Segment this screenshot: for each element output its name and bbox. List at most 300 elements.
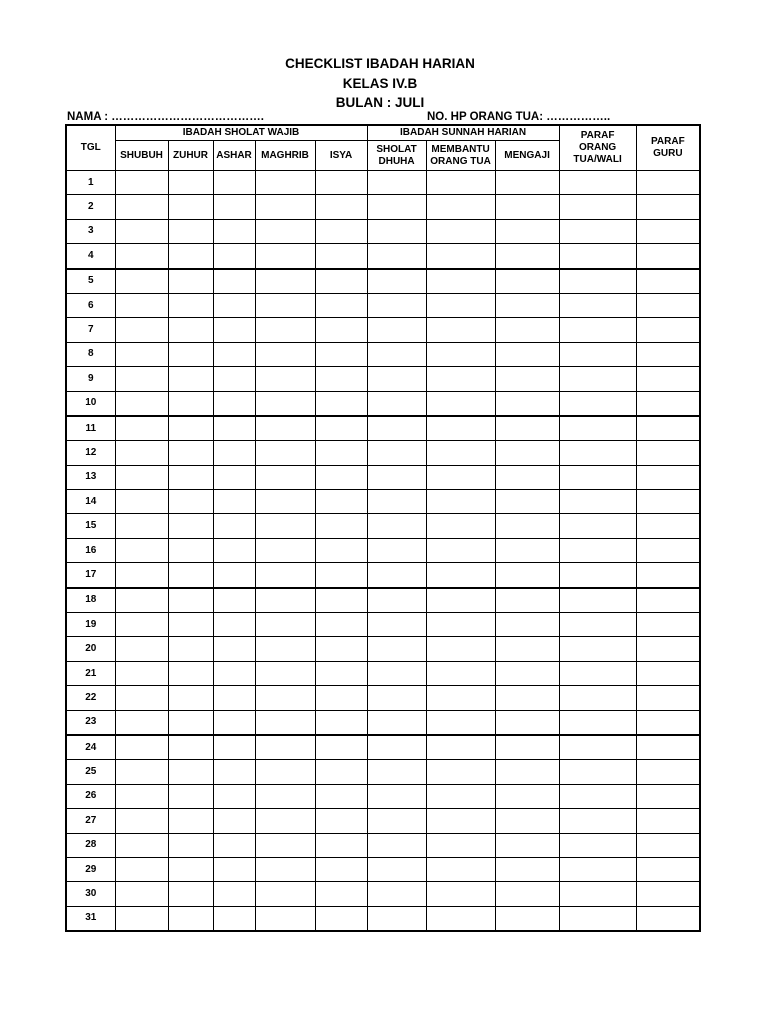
check-cell[interactable] <box>255 490 315 514</box>
check-cell[interactable] <box>315 563 367 588</box>
check-cell[interactable] <box>367 171 426 195</box>
check-cell[interactable] <box>115 342 168 366</box>
check-cell[interactable] <box>168 857 213 881</box>
check-cell[interactable] <box>426 760 495 784</box>
check-cell[interactable] <box>367 906 426 931</box>
check-cell[interactable] <box>168 441 213 465</box>
check-cell[interactable] <box>636 465 700 489</box>
check-cell[interactable] <box>315 171 367 195</box>
check-cell[interactable] <box>636 171 700 195</box>
check-cell[interactable] <box>213 269 255 294</box>
check-cell[interactable] <box>213 195 255 219</box>
check-cell[interactable] <box>115 661 168 685</box>
check-cell[interactable] <box>315 269 367 294</box>
check-cell[interactable] <box>168 269 213 294</box>
check-cell[interactable] <box>213 219 255 243</box>
check-cell[interactable] <box>367 269 426 294</box>
check-cell[interactable] <box>426 465 495 489</box>
check-cell[interactable] <box>559 538 636 562</box>
check-cell[interactable] <box>168 882 213 906</box>
check-cell[interactable] <box>168 465 213 489</box>
check-cell[interactable] <box>495 710 559 735</box>
check-cell[interactable] <box>367 293 426 317</box>
check-cell[interactable] <box>168 514 213 538</box>
check-cell[interactable] <box>115 514 168 538</box>
check-cell[interactable] <box>495 514 559 538</box>
check-cell[interactable] <box>168 391 213 416</box>
check-cell[interactable] <box>636 710 700 735</box>
check-cell[interactable] <box>636 367 700 391</box>
check-cell[interactable] <box>495 342 559 366</box>
check-cell[interactable] <box>559 367 636 391</box>
check-cell[interactable] <box>636 342 700 366</box>
check-cell[interactable] <box>213 857 255 881</box>
check-cell[interactable] <box>367 538 426 562</box>
check-cell[interactable] <box>426 391 495 416</box>
check-cell[interactable] <box>115 538 168 562</box>
check-cell[interactable] <box>115 269 168 294</box>
check-cell[interactable] <box>168 563 213 588</box>
check-cell[interactable] <box>115 293 168 317</box>
check-cell[interactable] <box>367 613 426 637</box>
check-cell[interactable] <box>115 391 168 416</box>
check-cell[interactable] <box>315 441 367 465</box>
check-cell[interactable] <box>559 171 636 195</box>
check-cell[interactable] <box>367 686 426 710</box>
check-cell[interactable] <box>213 293 255 317</box>
check-cell[interactable] <box>168 416 213 441</box>
check-cell[interactable] <box>495 735 559 760</box>
check-cell[interactable] <box>213 514 255 538</box>
check-cell[interactable] <box>115 637 168 661</box>
check-cell[interactable] <box>255 760 315 784</box>
check-cell[interactable] <box>255 514 315 538</box>
check-cell[interactable] <box>559 588 636 613</box>
check-cell[interactable] <box>115 416 168 441</box>
check-cell[interactable] <box>367 514 426 538</box>
check-cell[interactable] <box>115 219 168 243</box>
check-cell[interactable] <box>426 441 495 465</box>
check-cell[interactable] <box>636 588 700 613</box>
check-cell[interactable] <box>636 882 700 906</box>
check-cell[interactable] <box>168 784 213 808</box>
check-cell[interactable] <box>426 833 495 857</box>
check-cell[interactable] <box>495 269 559 294</box>
check-cell[interactable] <box>255 882 315 906</box>
check-cell[interactable] <box>559 441 636 465</box>
check-cell[interactable] <box>115 833 168 857</box>
check-cell[interactable] <box>426 784 495 808</box>
check-cell[interactable] <box>315 809 367 833</box>
check-cell[interactable] <box>213 342 255 366</box>
check-cell[interactable] <box>495 318 559 342</box>
check-cell[interactable] <box>636 784 700 808</box>
check-cell[interactable] <box>315 465 367 489</box>
check-cell[interactable] <box>495 490 559 514</box>
check-cell[interactable] <box>115 857 168 881</box>
check-cell[interactable] <box>495 465 559 489</box>
check-cell[interactable] <box>367 637 426 661</box>
check-cell[interactable] <box>636 244 700 269</box>
check-cell[interactable] <box>426 416 495 441</box>
check-cell[interactable] <box>213 661 255 685</box>
check-cell[interactable] <box>559 465 636 489</box>
check-cell[interactable] <box>559 318 636 342</box>
check-cell[interactable] <box>495 906 559 931</box>
check-cell[interactable] <box>168 809 213 833</box>
check-cell[interactable] <box>315 538 367 562</box>
check-cell[interactable] <box>115 171 168 195</box>
check-cell[interactable] <box>495 171 559 195</box>
check-cell[interactable] <box>315 833 367 857</box>
check-cell[interactable] <box>213 465 255 489</box>
check-cell[interactable] <box>213 416 255 441</box>
check-cell[interactable] <box>255 269 315 294</box>
check-cell[interactable] <box>115 588 168 613</box>
check-cell[interactable] <box>426 490 495 514</box>
check-cell[interactable] <box>426 882 495 906</box>
check-cell[interactable] <box>426 563 495 588</box>
check-cell[interactable] <box>255 710 315 735</box>
check-cell[interactable] <box>168 760 213 784</box>
check-cell[interactable] <box>115 244 168 269</box>
check-cell[interactable] <box>495 833 559 857</box>
check-cell[interactable] <box>495 882 559 906</box>
check-cell[interactable] <box>115 195 168 219</box>
check-cell[interactable] <box>559 882 636 906</box>
check-cell[interactable] <box>426 588 495 613</box>
check-cell[interactable] <box>168 171 213 195</box>
check-cell[interactable] <box>168 342 213 366</box>
check-cell[interactable] <box>559 710 636 735</box>
check-cell[interactable] <box>426 613 495 637</box>
check-cell[interactable] <box>315 906 367 931</box>
check-cell[interactable] <box>495 195 559 219</box>
check-cell[interactable] <box>213 809 255 833</box>
check-cell[interactable] <box>426 244 495 269</box>
check-cell[interactable] <box>367 833 426 857</box>
check-cell[interactable] <box>115 490 168 514</box>
check-cell[interactable] <box>255 441 315 465</box>
check-cell[interactable] <box>115 882 168 906</box>
check-cell[interactable] <box>559 563 636 588</box>
check-cell[interactable] <box>213 538 255 562</box>
check-cell[interactable] <box>168 686 213 710</box>
check-cell[interactable] <box>115 809 168 833</box>
check-cell[interactable] <box>367 342 426 366</box>
check-cell[interactable] <box>559 784 636 808</box>
check-cell[interactable] <box>495 613 559 637</box>
check-cell[interactable] <box>367 760 426 784</box>
check-cell[interactable] <box>115 613 168 637</box>
check-cell[interactable] <box>213 906 255 931</box>
check-cell[interactable] <box>168 637 213 661</box>
check-cell[interactable] <box>367 735 426 760</box>
check-cell[interactable] <box>559 661 636 685</box>
check-cell[interactable] <box>315 686 367 710</box>
check-cell[interactable] <box>168 906 213 931</box>
check-cell[interactable] <box>213 391 255 416</box>
check-cell[interactable] <box>636 441 700 465</box>
check-cell[interactable] <box>426 171 495 195</box>
check-cell[interactable] <box>213 784 255 808</box>
check-cell[interactable] <box>255 171 315 195</box>
check-cell[interactable] <box>559 686 636 710</box>
check-cell[interactable] <box>213 367 255 391</box>
check-cell[interactable] <box>636 416 700 441</box>
check-cell[interactable] <box>213 441 255 465</box>
check-cell[interactable] <box>168 661 213 685</box>
check-cell[interactable] <box>636 613 700 637</box>
check-cell[interactable] <box>426 710 495 735</box>
check-cell[interactable] <box>315 244 367 269</box>
check-cell[interactable] <box>255 613 315 637</box>
check-cell[interactable] <box>636 219 700 243</box>
check-cell[interactable] <box>255 784 315 808</box>
check-cell[interactable] <box>636 514 700 538</box>
check-cell[interactable] <box>495 219 559 243</box>
check-cell[interactable] <box>168 833 213 857</box>
check-cell[interactable] <box>213 171 255 195</box>
check-cell[interactable] <box>495 760 559 784</box>
check-cell[interactable] <box>115 563 168 588</box>
check-cell[interactable] <box>168 588 213 613</box>
check-cell[interactable] <box>255 809 315 833</box>
check-cell[interactable] <box>636 686 700 710</box>
check-cell[interactable] <box>426 661 495 685</box>
check-cell[interactable] <box>559 195 636 219</box>
check-cell[interactable] <box>367 465 426 489</box>
check-cell[interactable] <box>636 833 700 857</box>
check-cell[interactable] <box>367 710 426 735</box>
check-cell[interactable] <box>255 342 315 366</box>
check-cell[interactable] <box>559 514 636 538</box>
check-cell[interactable] <box>315 293 367 317</box>
check-cell[interactable] <box>559 833 636 857</box>
check-cell[interactable] <box>559 416 636 441</box>
check-cell[interactable] <box>315 735 367 760</box>
check-cell[interactable] <box>115 318 168 342</box>
check-cell[interactable] <box>636 661 700 685</box>
check-cell[interactable] <box>213 490 255 514</box>
check-cell[interactable] <box>426 514 495 538</box>
check-cell[interactable] <box>315 219 367 243</box>
check-cell[interactable] <box>426 342 495 366</box>
check-cell[interactable] <box>426 293 495 317</box>
check-cell[interactable] <box>367 809 426 833</box>
check-cell[interactable] <box>315 195 367 219</box>
check-cell[interactable] <box>315 514 367 538</box>
check-cell[interactable] <box>636 563 700 588</box>
check-cell[interactable] <box>495 538 559 562</box>
check-cell[interactable] <box>255 318 315 342</box>
check-cell[interactable] <box>315 710 367 735</box>
check-cell[interactable] <box>255 588 315 613</box>
check-cell[interactable] <box>255 195 315 219</box>
check-cell[interactable] <box>495 367 559 391</box>
check-cell[interactable] <box>367 857 426 881</box>
check-cell[interactable] <box>255 244 315 269</box>
check-cell[interactable] <box>115 735 168 760</box>
check-cell[interactable] <box>115 465 168 489</box>
check-cell[interactable] <box>367 441 426 465</box>
check-cell[interactable] <box>559 219 636 243</box>
check-cell[interactable] <box>367 318 426 342</box>
check-cell[interactable] <box>636 809 700 833</box>
check-cell[interactable] <box>315 857 367 881</box>
check-cell[interactable] <box>168 195 213 219</box>
check-cell[interactable] <box>315 882 367 906</box>
check-cell[interactable] <box>168 318 213 342</box>
check-cell[interactable] <box>213 563 255 588</box>
check-cell[interactable] <box>168 367 213 391</box>
check-cell[interactable] <box>168 219 213 243</box>
check-cell[interactable] <box>168 613 213 637</box>
check-cell[interactable] <box>495 563 559 588</box>
check-cell[interactable] <box>559 637 636 661</box>
check-cell[interactable] <box>367 195 426 219</box>
check-cell[interactable] <box>495 441 559 465</box>
check-cell[interactable] <box>315 637 367 661</box>
check-cell[interactable] <box>255 563 315 588</box>
check-cell[interactable] <box>636 637 700 661</box>
check-cell[interactable] <box>255 367 315 391</box>
check-cell[interactable] <box>255 637 315 661</box>
check-cell[interactable] <box>495 661 559 685</box>
check-cell[interactable] <box>315 661 367 685</box>
check-cell[interactable] <box>115 710 168 735</box>
check-cell[interactable] <box>636 269 700 294</box>
check-cell[interactable] <box>426 857 495 881</box>
check-cell[interactable] <box>495 416 559 441</box>
check-cell[interactable] <box>559 735 636 760</box>
check-cell[interactable] <box>168 710 213 735</box>
check-cell[interactable] <box>559 269 636 294</box>
check-cell[interactable] <box>255 219 315 243</box>
check-cell[interactable] <box>367 784 426 808</box>
check-cell[interactable] <box>367 882 426 906</box>
check-cell[interactable] <box>426 735 495 760</box>
check-cell[interactable] <box>559 809 636 833</box>
check-cell[interactable] <box>213 760 255 784</box>
check-cell[interactable] <box>559 391 636 416</box>
check-cell[interactable] <box>255 661 315 685</box>
check-cell[interactable] <box>559 906 636 931</box>
check-cell[interactable] <box>636 195 700 219</box>
check-cell[interactable] <box>315 784 367 808</box>
check-cell[interactable] <box>636 538 700 562</box>
check-cell[interactable] <box>426 637 495 661</box>
check-cell[interactable] <box>213 637 255 661</box>
check-cell[interactable] <box>255 391 315 416</box>
check-cell[interactable] <box>426 219 495 243</box>
check-cell[interactable] <box>426 538 495 562</box>
check-cell[interactable] <box>559 244 636 269</box>
check-cell[interactable] <box>495 637 559 661</box>
check-cell[interactable] <box>315 490 367 514</box>
check-cell[interactable] <box>213 735 255 760</box>
check-cell[interactable] <box>315 416 367 441</box>
check-cell[interactable] <box>495 391 559 416</box>
check-cell[interactable] <box>495 857 559 881</box>
check-cell[interactable] <box>213 833 255 857</box>
check-cell[interactable] <box>636 857 700 881</box>
check-cell[interactable] <box>636 735 700 760</box>
check-cell[interactable] <box>115 906 168 931</box>
check-cell[interactable] <box>255 833 315 857</box>
check-cell[interactable] <box>636 391 700 416</box>
check-cell[interactable] <box>559 293 636 317</box>
check-cell[interactable] <box>426 367 495 391</box>
check-cell[interactable] <box>559 490 636 514</box>
check-cell[interactable] <box>168 244 213 269</box>
check-cell[interactable] <box>559 342 636 366</box>
check-cell[interactable] <box>636 318 700 342</box>
check-cell[interactable] <box>367 391 426 416</box>
check-cell[interactable] <box>255 465 315 489</box>
check-cell[interactable] <box>255 293 315 317</box>
check-cell[interactable] <box>367 367 426 391</box>
check-cell[interactable] <box>168 538 213 562</box>
check-cell[interactable] <box>315 342 367 366</box>
check-cell[interactable] <box>495 784 559 808</box>
check-cell[interactable] <box>315 613 367 637</box>
check-cell[interactable] <box>495 809 559 833</box>
check-cell[interactable] <box>636 293 700 317</box>
check-cell[interactable] <box>213 318 255 342</box>
check-cell[interactable] <box>495 293 559 317</box>
check-cell[interactable] <box>367 244 426 269</box>
check-cell[interactable] <box>367 588 426 613</box>
check-cell[interactable] <box>315 391 367 416</box>
check-cell[interactable] <box>367 563 426 588</box>
check-cell[interactable] <box>495 244 559 269</box>
check-cell[interactable] <box>315 760 367 784</box>
check-cell[interactable] <box>367 661 426 685</box>
check-cell[interactable] <box>367 416 426 441</box>
check-cell[interactable] <box>426 195 495 219</box>
check-cell[interactable] <box>426 686 495 710</box>
check-cell[interactable] <box>255 686 315 710</box>
check-cell[interactable] <box>115 686 168 710</box>
check-cell[interactable] <box>255 538 315 562</box>
check-cell[interactable] <box>636 906 700 931</box>
check-cell[interactable] <box>495 686 559 710</box>
check-cell[interactable] <box>213 710 255 735</box>
check-cell[interactable] <box>168 735 213 760</box>
check-cell[interactable] <box>559 857 636 881</box>
check-cell[interactable] <box>636 490 700 514</box>
check-cell[interactable] <box>426 906 495 931</box>
check-cell[interactable] <box>168 293 213 317</box>
check-cell[interactable] <box>315 367 367 391</box>
check-cell[interactable] <box>213 588 255 613</box>
check-cell[interactable] <box>315 588 367 613</box>
check-cell[interactable] <box>115 760 168 784</box>
check-cell[interactable] <box>426 809 495 833</box>
check-cell[interactable] <box>213 244 255 269</box>
check-cell[interactable] <box>636 760 700 784</box>
check-cell[interactable] <box>115 784 168 808</box>
check-cell[interactable] <box>426 318 495 342</box>
check-cell[interactable] <box>255 906 315 931</box>
check-cell[interactable] <box>213 613 255 637</box>
check-cell[interactable] <box>168 490 213 514</box>
check-cell[interactable] <box>495 588 559 613</box>
check-cell[interactable] <box>559 613 636 637</box>
check-cell[interactable] <box>213 686 255 710</box>
check-cell[interactable] <box>255 735 315 760</box>
